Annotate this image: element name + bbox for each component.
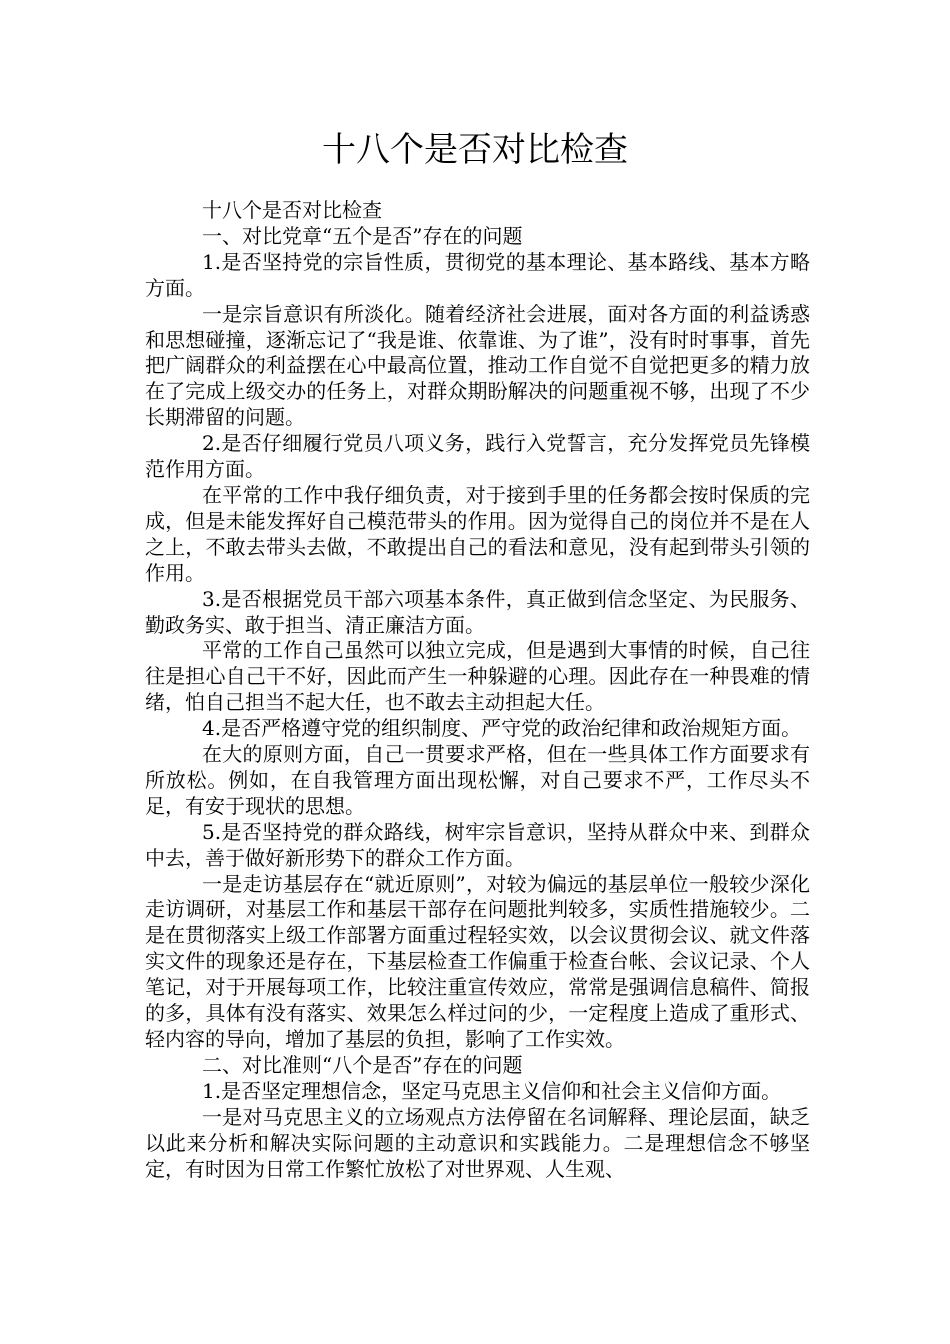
document-body bbox=[145, 198, 810, 1182]
answer-2-1: 一是对马克思主义的立场观点方法停留在名词解释、理论层面，缺乏以此来分析和解决实际问题的主动意识和实践能力。二是理想信念不够坚定，有时因为日常工作繁忙放松了对世界观、人生观、 bbox=[145, 1104, 810, 1181]
question-2-1: 1.是否坚定理想信念，坚定马克思主义信仰和社会主义信仰方面。 bbox=[202, 1078, 782, 1103]
section-heading-1: 一、对比党章“五个是否”存在的问题 bbox=[202, 223, 523, 248]
question-1-4: 4.是否严格遵守党的组织制度、严守党的政治纪律和政治规矩方面。 bbox=[202, 716, 802, 741]
answer-1-5: 一是走访基层存在“就近原则”，对较为偏远的基层单位一般较少深化走访调研，对基层工作和基层干部存在问题批判较多，实质性措施较少。二是在贯彻落实上级工作部署方面重过程轻实效，以会议贯彻会议、就文件落实文件的现象还是存在，下基层检查工作偏重于检查台帐、会议记录、个人笔记，对于开展每项工作，比较注重宣传效应，常常是强调信息稿件、简报的多，具体有没有落实、效果怎么样过问的少，一定程度上造成了重形式、轻内容的导向，增加了基层的负担，影响了工作实效。 bbox=[145, 871, 810, 1051]
question-1-1: 1.是否坚持党的宗旨性质，贯彻党的基本理论、基本路线、基本方略方面。 bbox=[145, 249, 810, 300]
answer-1-1: 一是宗旨意识有所淡化。随着经济社会进展，面对各方面的利益诱惑和思想碰撞，逐渐忘记了“我是谁、依靠谁、为了谁”，没有时时事事，首先把广阔群众的利益摆在心中最高位置，推动工作自觉不自觉把更多的精力放在了完成上级交办的任务上，对群众期盼解决的问题重视不够，出现了不少长期滞留的问题。 bbox=[145, 301, 810, 430]
question-1-5: 5.是否坚持党的群众路线，树牢宗旨意识，坚持从群众中来、到群众中去，善于做好新形势下的群众工作方面。 bbox=[145, 819, 810, 870]
answer-1-2: 在平常的工作中我仔细负责，对于接到手里的任务都会按时保质的完成，但是未能发挥好自己模范带头的作用。因为觉得自己的岗位并不是在人之上，不敢去带头去做，不敢提出自己的看法和意见，没有起到带头引领的作用。 bbox=[145, 482, 810, 585]
answer-1-3: 平常的工作自己虽然可以独立完成，但是遇到大事情的时候，自己往往是担心自己干不好，因此而产生一种躲避的心理。因此存在一种畏难的情绪，怕自己担当不起大任，也不敢去主动担起大任。 bbox=[145, 638, 810, 715]
question-1-3: 3.是否根据党员干部六项基本条件，真正做到信念坚定、为民服务、勤政务实、敢于担当、清正廉洁方面。 bbox=[145, 586, 810, 637]
document-title: 十八个是否对比检查 bbox=[322, 130, 628, 170]
paragraph-subtitle: 十八个是否对比检查 bbox=[202, 198, 382, 222]
section-heading-2: 二、对比准则“八个是否”存在的问题 bbox=[202, 1052, 523, 1077]
question-1-2: 2.是否仔细履行党员八项义务，践行入党誓言，充分发挥党员先锋模范作用方面。 bbox=[145, 431, 810, 482]
answer-1-4: 在大的原则方面，自己一贯要求严格，但在一些具体工作方面要求有所放松。例如，在自我管理方面出现松懈，对自己要求不严，工作尽头不足，有安于现状的思想。 bbox=[145, 742, 810, 818]
